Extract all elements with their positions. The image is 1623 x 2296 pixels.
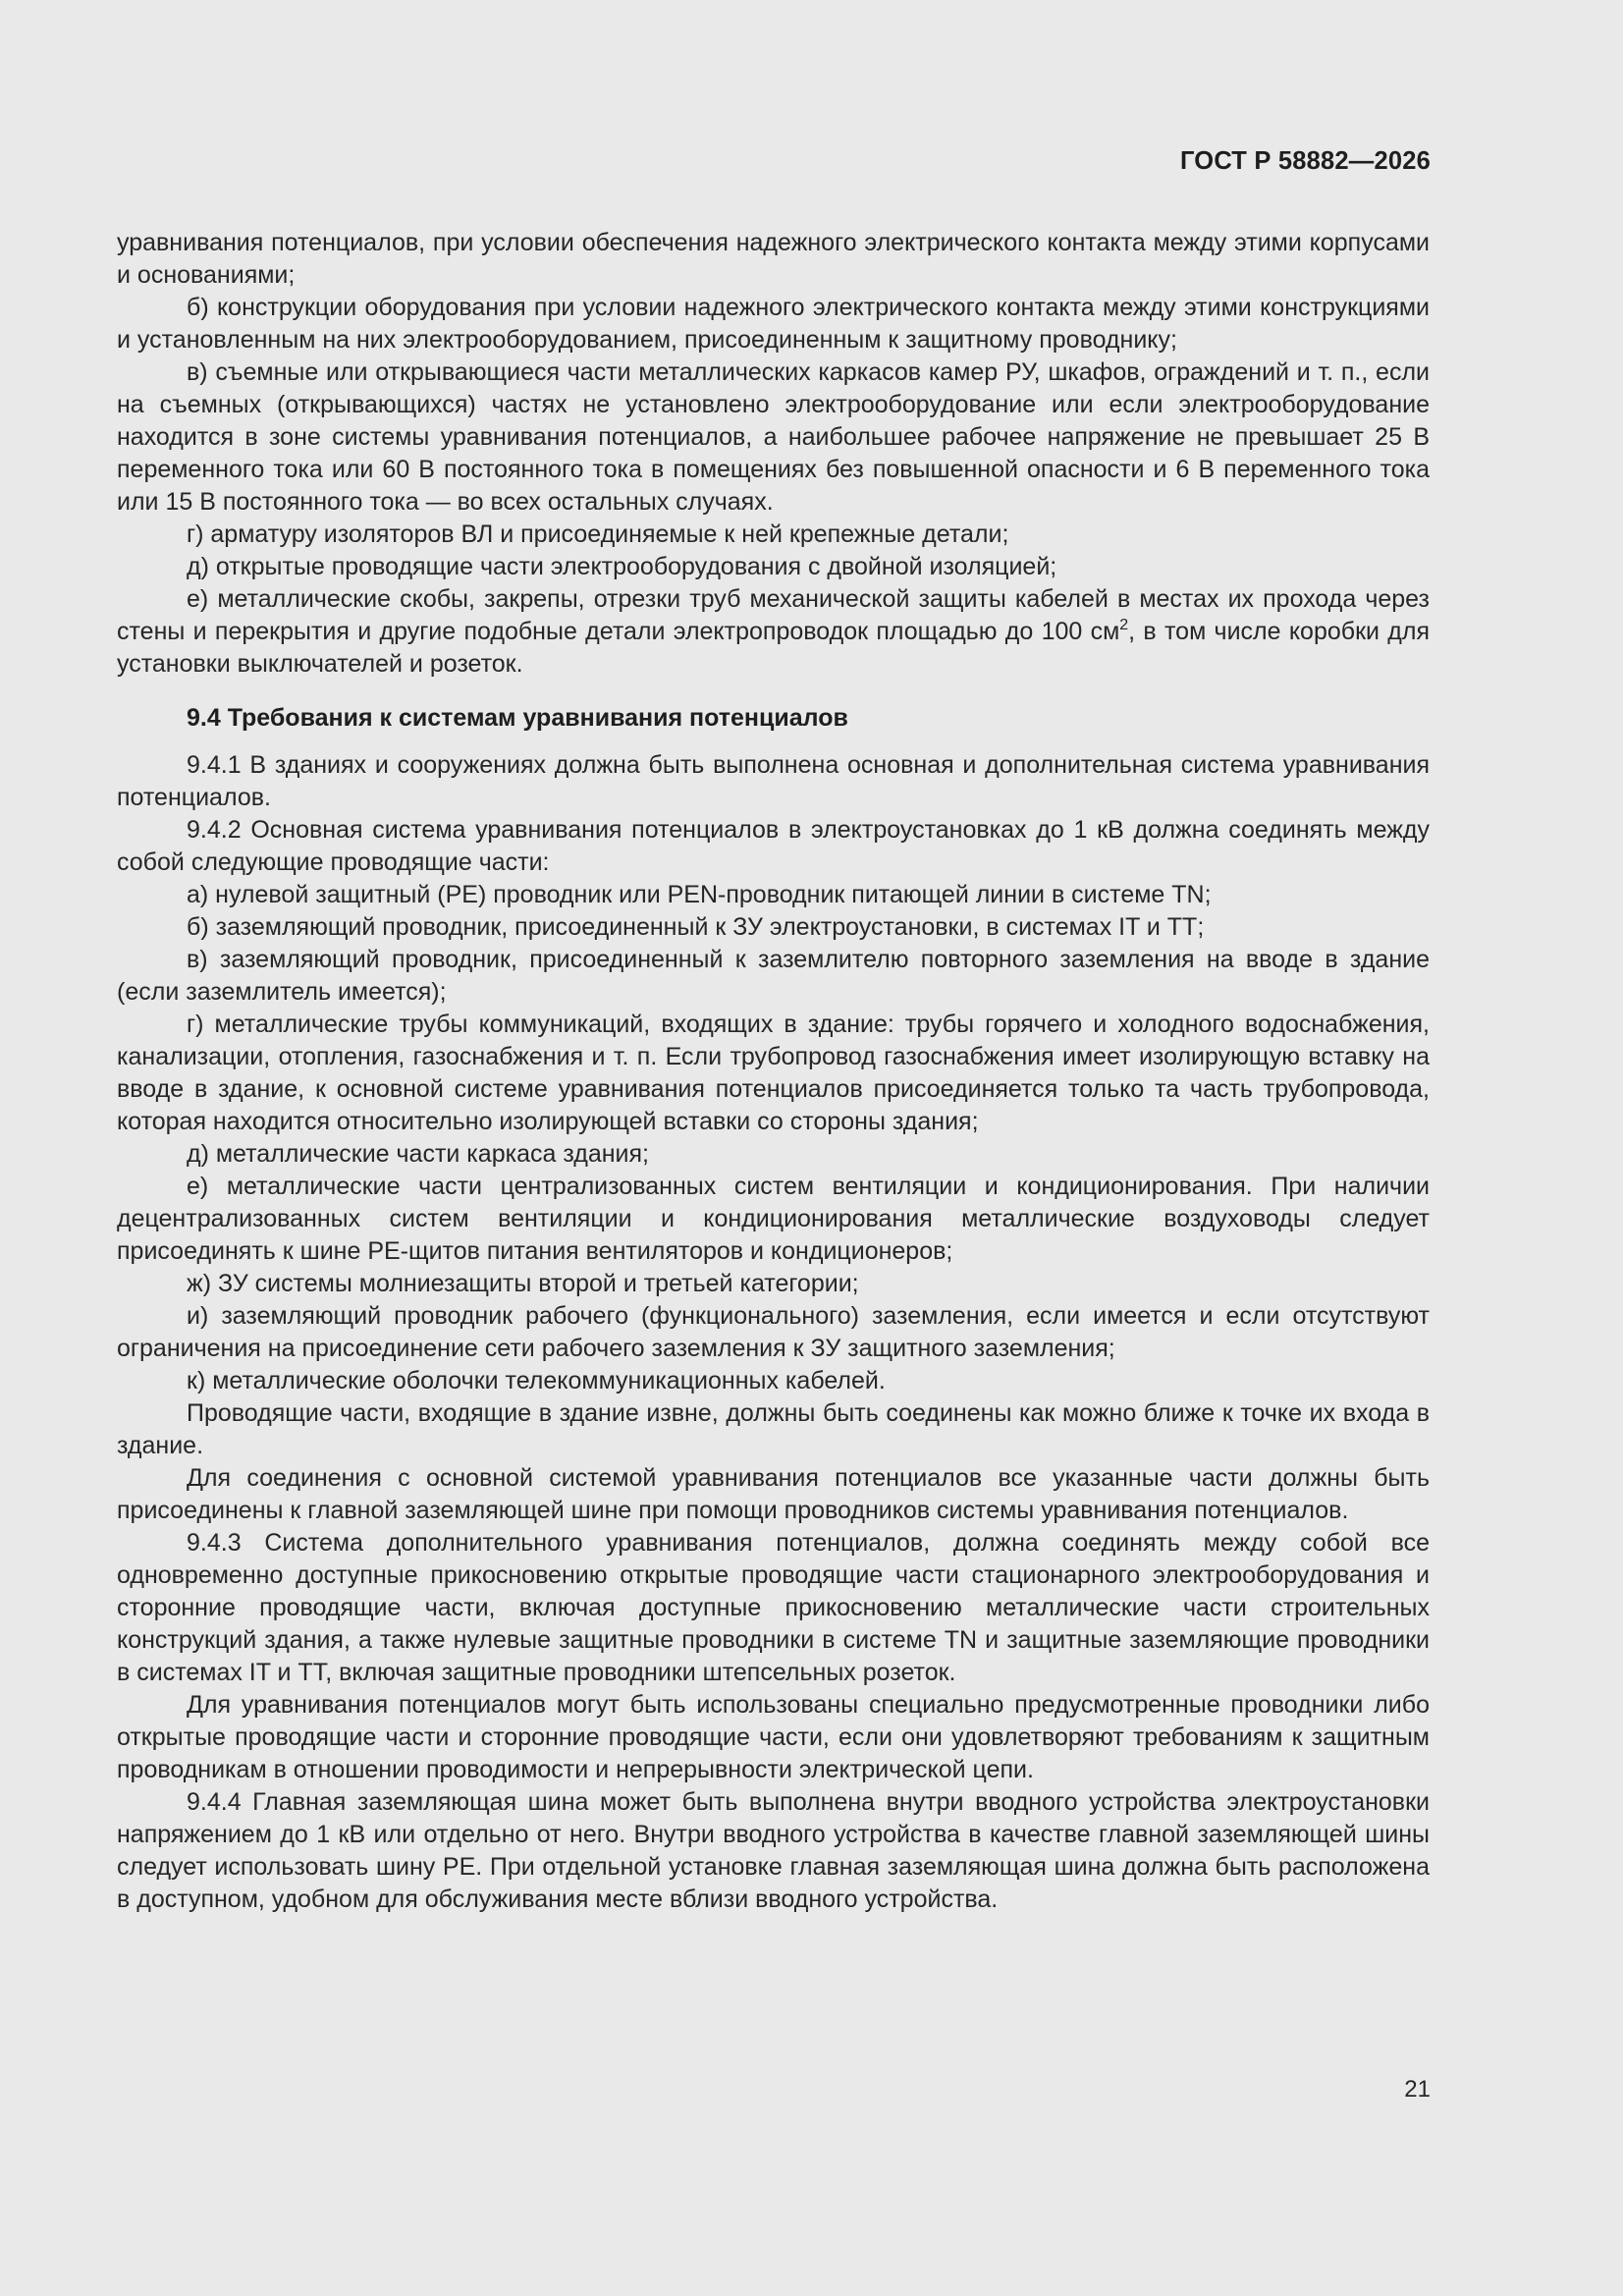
paragraph-9-4-3: 9.4.3 Система дополнительного уравнивания потенциалов, должна соединять между собой все одновременно доступные прикосновению открытые проводящие части стационарного электрооборудования и сторонние проводящие части, включая доступные прикосновению металлические части строительных конструкций здания, а также нулевые защитные проводники в системе TN и защитные заземляющие проводники в системах IT и ТТ, включая защитные проводники штепсельных розеток. [117,1529,1430,1686]
list-item-d: д) открытые проводящие части электрооборудования с двойной изоляцией; [187,553,1057,580]
paragraph-9-4-2: 9.4.2 Основная система уравнивания потенциалов в электроустановках до 1 кВ должна соединять между собой следующие проводящие части: [117,816,1430,876]
list-item-e [117,583,1430,681]
list-item-a: а) нулевой защитный (PE) проводник или PEN-проводник питающей линии в системе TN; [187,881,1212,908]
list-item-b: б) конструкции оборудования при условии надежного электрического контакта между этими конструкциями и установленным на них электрооборудованием, присоединенным к защитному проводнику; [117,294,1430,354]
paragraph-continuation: уравнивания потенциалов, при условии обеспечения надежного электрического контакта между этими корпусами и основаниями; [117,229,1430,289]
paragraph-main-bus-connection: Для соединения с основной системой уравнивания потенциалов все указанные части должны быть присоединены к главной заземляющей шине при помощи проводников системы уравнивания потенциалов. [117,1464,1430,1524]
paragraph-9-4-4: 9.4.4 Главная заземляющая шина может быть выполнена внутри вводного устройства электроустановки напряжением до 1 кВ или отдельно от него. Внутри вводного устройства в качестве главной заземляющей шины следует использовать шину PE. При отдельной установке главная заземляющая шина должна быть расположена в доступном, удобном для обслуживания месте вблизи вводного устройства. [117,1788,1430,1913]
list-item-d: д) металлические части каркаса здания; [187,1140,649,1168]
list-item-v: в) заземляющий проводник, присоединенный к заземлителю повторного заземления на вводе в здание (если заземлитель имеется); [117,946,1430,1006]
paragraph-entry-point: Проводящие части, входящие в здание извне, должны быть соединены как можно ближе к точке их входа в здание. [117,1399,1430,1459]
list-item-i: и) заземляющий проводник рабочего (функционального) заземления, если имеется и если отсутствуют ограничения на присоединение сети рабочего заземления к ЗУ защитного заземления; [117,1302,1430,1362]
list-item-g: г) арматуру изоляторов ВЛ и присоединяемые к ней крепежные детали; [187,520,1009,548]
list-item-k: к) металлические оболочки телекоммуникационных кабелей. [187,1367,886,1394]
list-item-zh: ж) ЗУ системы молниезащиты второй и третьей категории; [187,1270,859,1297]
superscript-2: 2 [1119,617,1129,633]
list-item-v: в) съемные или открывающиеся части металлических каркасов камер РУ, шкафов, ограждений и т. п., если на съемных (открывающихся) частях не установлено электрооборудование или если электрооборудование находится в зоне системы уравнивания потенциалов, а наибольшее рабочее напряжение не превышает 25 В переменного тока или 60 В постоянного тока в помещениях без повышенной опасности и 6 В переменного тока или 15 В постоянного тока — во всех остальных случаях. [117,358,1430,516]
page-number: 21 [1404,2076,1431,2103]
list-item-g: г) металлические трубы коммуникаций, входящих в здание: трубы горячего и холодного водоснабжения, канализации, отопления, газоснабжения и т. п. Если трубопровод газоснабжения имеет изолирующую вставку на вводе в здание, к основной системе уравнивания потенциалов присоединяется только та часть трубопровода, которая находится относительно изолирующей вставки со стороны здания; [117,1011,1430,1135]
page-body [117,227,1430,1916]
list-item-b: б) заземляющий проводник, присоединенный к ЗУ электроустановки, в системах IT и ТТ; [187,913,1205,941]
document-id-header: ГОСТ Р 58882—2026 [1179,147,1431,175]
list-item-e-tail: , в том числе коробки для установки выключателей и розеток. [117,618,1430,678]
section-heading-9-4: 9.4 Требования к системам уравнивания потенциалов [187,704,848,732]
paragraph-9-4-1: 9.4.1 В зданиях и сооружениях должна быть выполнена основная и дополнительная система уравнивания потенциалов. [117,751,1430,811]
paragraph-additional-conductors: Для уравнивания потенциалов могут быть использованы специально предусмотренные проводники либо открытые проводящие части и сторонние проводящие части, если они удовлетворяют требованиям к защитным проводникам в отношении проводимости и непрерывности электрической цепи. [117,1691,1430,1783]
list-item-e-text: е) металлические скобы, закрепы, отрезки труб механической защиты кабелей в местах их прохода через стены и перекрытия и другие подобные детали электропроводок площадью до 100 см [117,585,1430,645]
list-item-e: е) металлические части централизованных систем вентиляции и кондиционирования. При наличии децентрализованных систем вентиляции и кондиционирования металлические воздуховоды следует присоединять к шине PE-щитов питания вентиляторов и кондиционеров; [117,1173,1430,1265]
